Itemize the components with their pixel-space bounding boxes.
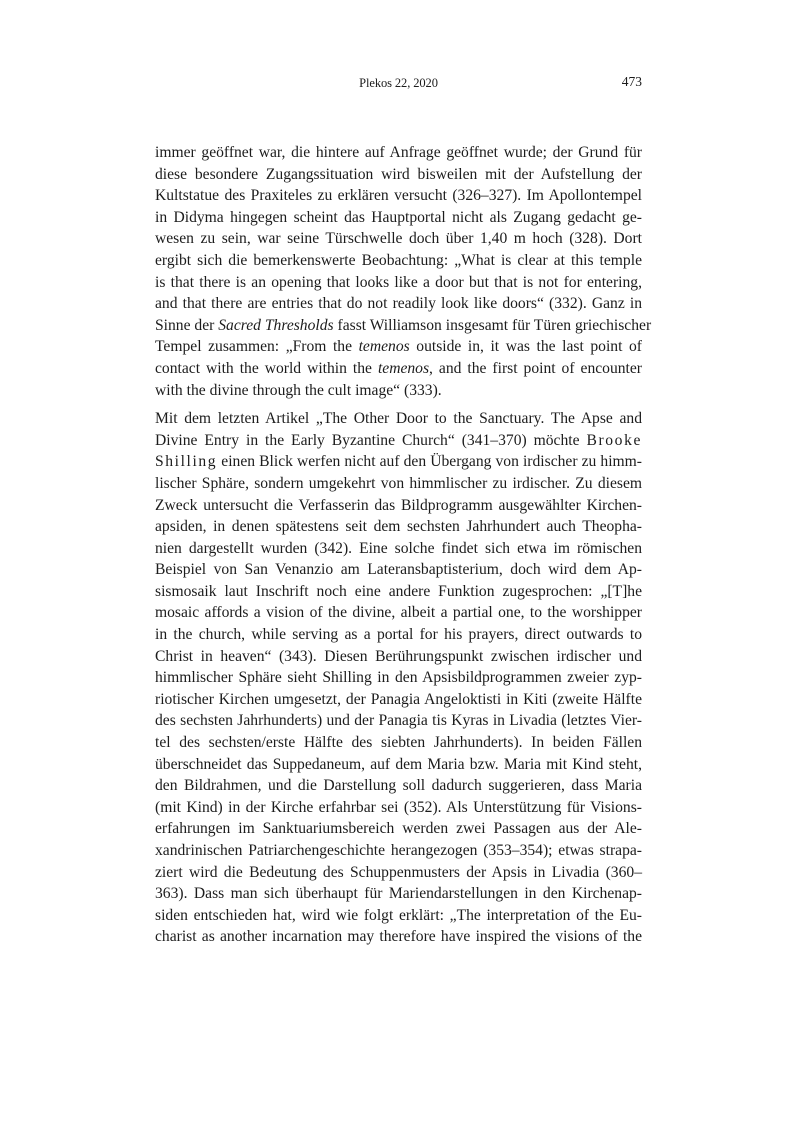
text-line: Zweck untersucht die Verfasserin das Bildprogramm ausgewählter Kirchen- bbox=[155, 496, 642, 514]
text-line bbox=[155, 315, 652, 337]
text-line: himmlischer Sphäre sieht Shilling in den Apsisbildprogrammen zweier zyp- bbox=[155, 669, 642, 687]
text-line bbox=[155, 430, 642, 452]
page-number: 473 bbox=[621, 74, 642, 89]
text-line: immer geöffnet war, die hintere auf Anfrage geöffnet wurde; der Grund für bbox=[155, 144, 642, 161]
paragraph-1 bbox=[155, 142, 652, 401]
text-run: contact with the world within the bbox=[155, 359, 378, 377]
text-line: tel des sechsten/erste Hälfte des siebten Jahrhunderts). In beiden Fällen bbox=[155, 734, 642, 752]
text-line: charist as another incarnation may therefore have inspired the visions of the bbox=[155, 928, 642, 946]
text-line: Mit dem letzten Artikel „The Other Door to the Sanctuary. The Apse and bbox=[155, 410, 642, 428]
journal-running-title: Plekos 22, 2020 bbox=[359, 76, 438, 90]
text-line: 363). Dass man sich überhaupt für Mariendarstellungen in den Kirchenap- bbox=[155, 885, 642, 903]
text-line: Beispiel von San Venanzio am Lateransbaptisterium, doch wird dem Ap- bbox=[155, 561, 642, 579]
text-line: erfahrungen im Sanktuariumsbereich werden zwei Passagen aus der Ale- bbox=[155, 820, 642, 838]
text-line: siden entschieden hat, wird wie folgt erklärt: „The interpretation of the Eu- bbox=[155, 906, 642, 924]
author-name-spaced: Shilling bbox=[155, 453, 218, 471]
term-italic: temenos bbox=[377, 359, 430, 377]
text-run: einen Blick werfen nicht auf den Übergang von irdischer zu himm- bbox=[217, 453, 642, 471]
text-line: in the church, while serving as a portal for his prayers, direct outwards to bbox=[155, 626, 642, 644]
text-line: ziert wird die Bedeutung des Schuppenmusters der Apsis in Livadia (360– bbox=[155, 863, 642, 881]
text-run: outside in, it was the last point of bbox=[409, 338, 642, 356]
text-line bbox=[155, 358, 642, 380]
text-line: sismosaik laut Inschrift noch eine andere Funktion zugesprochen: „[T]he bbox=[155, 582, 642, 600]
book-title-italic: Sacred Thresholds bbox=[218, 316, 334, 334]
author-name-spaced: Brooke bbox=[586, 431, 642, 449]
text-line: ergibt sich die bemerkenswerte Beobachtung: „What is clear at this temple bbox=[155, 251, 642, 269]
running-head bbox=[155, 74, 642, 94]
text-line: wesen zu sein, war seine Türschwelle doch über 1,40 m hoch (328). Dort bbox=[155, 230, 642, 248]
text-run: Divine Entry in the Early Byzantine Church“ (341–370) möchte bbox=[155, 431, 587, 449]
text-run: Tempel zusammen: „From the bbox=[155, 338, 359, 356]
text-line: and that there are entries that do not readily look like doors“ (332). Ganz in bbox=[155, 295, 642, 313]
text-line: überschneidet das Suppedaneum, auf dem Maria bzw. Maria mit Kind steht, bbox=[155, 755, 642, 773]
text-line bbox=[155, 336, 642, 358]
text-line bbox=[155, 451, 642, 473]
text-line: apsiden, in denen spätestens seit dem sechsten Jahrhundert auch Theopha- bbox=[155, 518, 642, 536]
term-italic: temenos bbox=[358, 338, 410, 356]
text-line: xandrinischen Patriarchengeschichte herangezogen (353–354); etwas strapa- bbox=[155, 842, 642, 859]
text-line: diese besondere Zugangssituation wird bisweilen mit der Aufstellung der bbox=[155, 165, 642, 183]
text-line: Christ in heaven“ (343). Diesen Berührungspunkt zwischen irdischer und bbox=[155, 647, 642, 665]
text-line: Kultstatue des Praxiteles zu erklären versucht (326–327). Im Apollontempel bbox=[155, 187, 642, 205]
text-line: is that there is an opening that looks like a door but that is not for entering, bbox=[155, 273, 642, 291]
text-line: riotischer Kirchen umgesetzt, der Panagia Angeloktisti in Kiti (zweite Hälfte bbox=[155, 690, 642, 708]
text-line: nien dargestellt wurden (342). Eine solche findet sich etwa im römischen bbox=[155, 539, 642, 557]
text-run: fasst Williamson insgesamt für Türen griechischer bbox=[333, 316, 652, 334]
text-run: Sinne der bbox=[155, 316, 219, 334]
text-line: mosaic affords a vision of the divine, albeit a partial one, to the worshipper bbox=[155, 604, 642, 622]
text-line: lischer Sphäre, sondern umgekehrt von himmlischer zu irdischer. Zu diesem bbox=[155, 474, 642, 492]
paragraph-2 bbox=[155, 408, 642, 948]
paragraph-gap bbox=[155, 401, 642, 408]
text-line: with the divine through the cult image“ (333). bbox=[155, 381, 442, 399]
text-line: in Didyma hingegen scheint das Hauptportal nicht als Zugang gedacht ge- bbox=[155, 208, 642, 226]
text-line: den Bildrahmen, und die Darstellung soll dadurch suggerieren, dass Maria bbox=[155, 777, 642, 795]
text-line: des sechsten Jahrhunderts) und der Panagia tis Kyras in Livadia (letztes Vier- bbox=[155, 712, 642, 730]
text-line: (mit Kind) in der Kirche erfahrbar sei (352). Als Unterstützung für Visions- bbox=[155, 798, 642, 816]
body-text bbox=[155, 142, 652, 948]
text-run: , and the first point of encounter bbox=[429, 359, 642, 377]
